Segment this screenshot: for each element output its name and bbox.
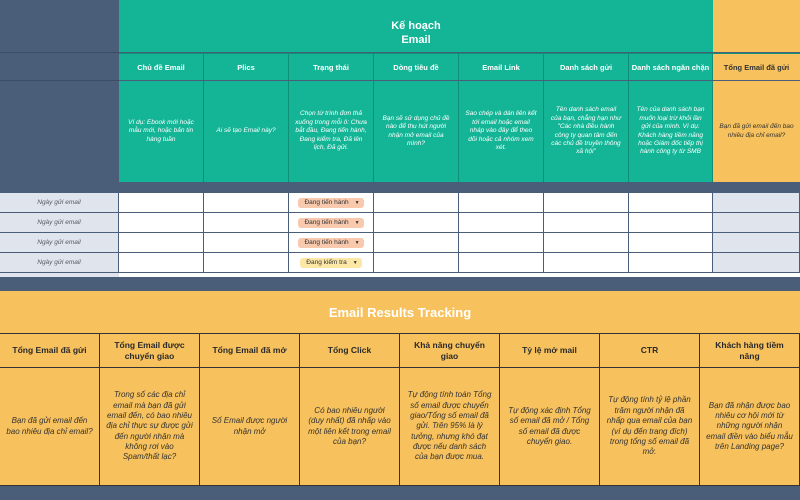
plan-col-desc-3: Bạn sẽ sử dụng chủ đề nào để thu hút người nhận mở email của mình? — [374, 81, 459, 182]
status-dropdown[interactable] — [298, 198, 363, 208]
plan-col-desc-7: Bạn đã gửi email đến bao nhiêu địa chỉ email? — [713, 81, 800, 182]
plan-cell[interactable] — [713, 253, 799, 272]
plan-cell[interactable] — [544, 253, 628, 272]
row-label: Ngày gửi email — [0, 253, 118, 272]
plan-cell[interactable] — [374, 233, 458, 252]
plan-title-top — [119, 0, 713, 15]
results-col-header-1: Tổng Email được chuyển giao — [100, 334, 200, 368]
results-col-header-2: Tổng Email đã mở — [200, 334, 300, 368]
results-col-header-0: Tổng Email đã gửi — [0, 334, 100, 368]
plan-title-line1: Kế hoạch — [391, 20, 441, 33]
status-label: Đang tiến hành — [304, 239, 349, 246]
chevron-down-icon: ▼ — [354, 219, 360, 226]
plan-col-desc-0: Ví dụ: Ebook mới hoặc mẫu mới, hoặc bản tin hàng tuần — [119, 81, 204, 182]
plan-col-desc-1: Ai sẽ tạo Email này? — [204, 81, 289, 182]
plan-cell[interactable] — [544, 233, 628, 252]
divider — [0, 52, 119, 53]
results-col-desc-0: Bạn đã gửi email đến bao nhiêu địa chỉ email? — [0, 368, 100, 486]
chevron-down-icon: ▼ — [352, 259, 358, 266]
status-dropdown[interactable] — [298, 218, 363, 228]
status-label: Đang kiểm tra — [306, 259, 347, 266]
divider — [0, 80, 119, 81]
status-label: Đang tiến hành — [304, 199, 349, 206]
plan-col-desc-2: Chọn từ trình đơn thả xuống trong mỗi ô: Chưa bắt đầu, Đang tiến hành, Đang kiểm tra, Đã lên lịch, Đã gửi. — [289, 81, 374, 182]
plan-col-header-3: Dòng tiêu đề — [374, 53, 459, 80]
plan-col-header-7: Tổng Email đã gửi — [713, 53, 800, 80]
status-dropdown[interactable] — [298, 238, 363, 248]
plan-cell[interactable] — [289, 193, 373, 212]
plan-col-header-6: Danh sách ngăn chặn — [629, 53, 713, 80]
plan-cell[interactable] — [374, 193, 458, 212]
results-col-header-3: Tổng Click — [300, 334, 400, 368]
status-label: Đang tiến hành — [304, 219, 349, 226]
plan-cell[interactable] — [544, 213, 628, 232]
plan-cell[interactable] — [204, 233, 288, 252]
results-title — [0, 291, 800, 333]
status-dropdown[interactable] — [300, 258, 361, 268]
plan-cell[interactable] — [204, 193, 288, 212]
plan-cell[interactable] — [374, 253, 458, 272]
plan-cell[interactable] — [204, 253, 288, 272]
results-col-desc-2: Số Email được người nhận mở — [200, 368, 300, 486]
plan-cell[interactable] — [459, 253, 543, 272]
plan-cell[interactable] — [119, 213, 203, 232]
results-col-desc-6: Tự động tính tỷ lệ phần trăm người nhận đã nhấp qua email của bạn (ví dụ đến trang đích) trong tổng số email đã mở. — [600, 368, 700, 486]
results-col-header-5: Tỷ lệ mở mail — [500, 334, 600, 368]
row-header-spacer — [0, 0, 119, 192]
plan-cell[interactable] — [119, 233, 203, 252]
results-col-desc-4: Tự động tính toán Tổng số email được chuyển giao/Tổng số email đã gửi. Trên 95% là lý tưởng, nhưng khó đạt được nếu danh sách của bạn được mua. — [400, 368, 500, 486]
plan-title-extra — [713, 0, 800, 52]
plan-cell[interactable] — [713, 193, 799, 212]
plan-cell[interactable] — [374, 213, 458, 232]
row-label: Ngày gửi email — [0, 233, 118, 252]
results-col-desc-5: Tự động xác định Tổng số email đã mở / Tổng số email đã được chuyển giao. — [500, 368, 600, 486]
plan-cell[interactable] — [289, 253, 373, 272]
results-col-desc-7: Bạn đã nhận được bao nhiêu cơ hội mới từ những người nhận email điền vào biểu mẫu trên Landing page? — [700, 368, 800, 486]
results-col-header-4: Khả năng chuyển giao — [400, 334, 500, 368]
plan-cell[interactable] — [119, 253, 203, 272]
plan-cell[interactable] — [459, 193, 543, 212]
plan-cell[interactable] — [459, 213, 543, 232]
chevron-down-icon: ▼ — [354, 199, 360, 206]
plan-cell[interactable] — [289, 213, 373, 232]
plan-cell[interactable] — [629, 233, 712, 252]
row-label: Ngày gửi email — [0, 213, 118, 232]
plan-col-desc-4: Sao chép và dán liên kết tới email hoặc email nháp vào đây để theo dõi hoặc cả nhóm xem xét. — [459, 81, 544, 182]
plan-cell[interactable] — [544, 193, 628, 212]
plan-col-desc-6: Tên của danh sách bạn muốn loại trừ khỏi lần gửi của mình. Ví dụ: Khách hàng tiềm năng hoặc Giám đốc tiếp thị hành công ty từ SMB — [629, 81, 713, 182]
results-title-text: Email Results Tracking — [328, 304, 472, 320]
plan-cell[interactable] — [459, 233, 543, 252]
plan-col-desc-5: Tên danh sách email của bạn, chẳng hạn như "Các nhà điều hành công ty quan tâm đến các chủ đề truyền thông xã hội" — [544, 81, 629, 182]
results-col-header-6: CTR — [600, 334, 700, 368]
plan-cell[interactable] — [289, 233, 373, 252]
row-label: Ngày gửi email — [0, 193, 118, 212]
plan-col-header-1: Plics — [204, 53, 289, 80]
plan-col-header-0: Chủ đề Email — [119, 53, 204, 80]
results-col-desc-1: Trong số các địa chỉ email mà bạn đã gửi email đến, có bao nhiêu địa chỉ thực sự được gửi đến người nhận mà không rơi vào Spam/thất lạc? — [100, 368, 200, 486]
results-col-desc-3: Có bao nhiêu người (duy nhất) đã nhấp vào một liên kết trong email của bạn? — [300, 368, 400, 486]
section-gap — [0, 277, 800, 291]
plan-cell[interactable] — [629, 213, 712, 232]
plan-col-header-4: Email Link — [459, 53, 544, 80]
chevron-down-icon: ▼ — [354, 239, 360, 246]
bottom-band — [0, 486, 800, 500]
plan-title — [119, 15, 713, 52]
plan-col-header-2: Trạng thái — [289, 53, 374, 80]
results-col-header-7: Khách hàng tiềm năng — [700, 334, 800, 368]
plan-cell[interactable] — [629, 253, 712, 272]
plan-cell[interactable] — [713, 213, 799, 232]
header-bottom-band — [0, 182, 800, 192]
plan-cell[interactable] — [713, 233, 799, 252]
plan-title-line2: Email — [401, 33, 431, 46]
plan-cell[interactable] — [204, 213, 288, 232]
plan-col-header-5: Danh sách gửi — [544, 53, 629, 80]
plan-cell[interactable] — [119, 193, 203, 212]
plan-cell[interactable] — [629, 193, 712, 212]
